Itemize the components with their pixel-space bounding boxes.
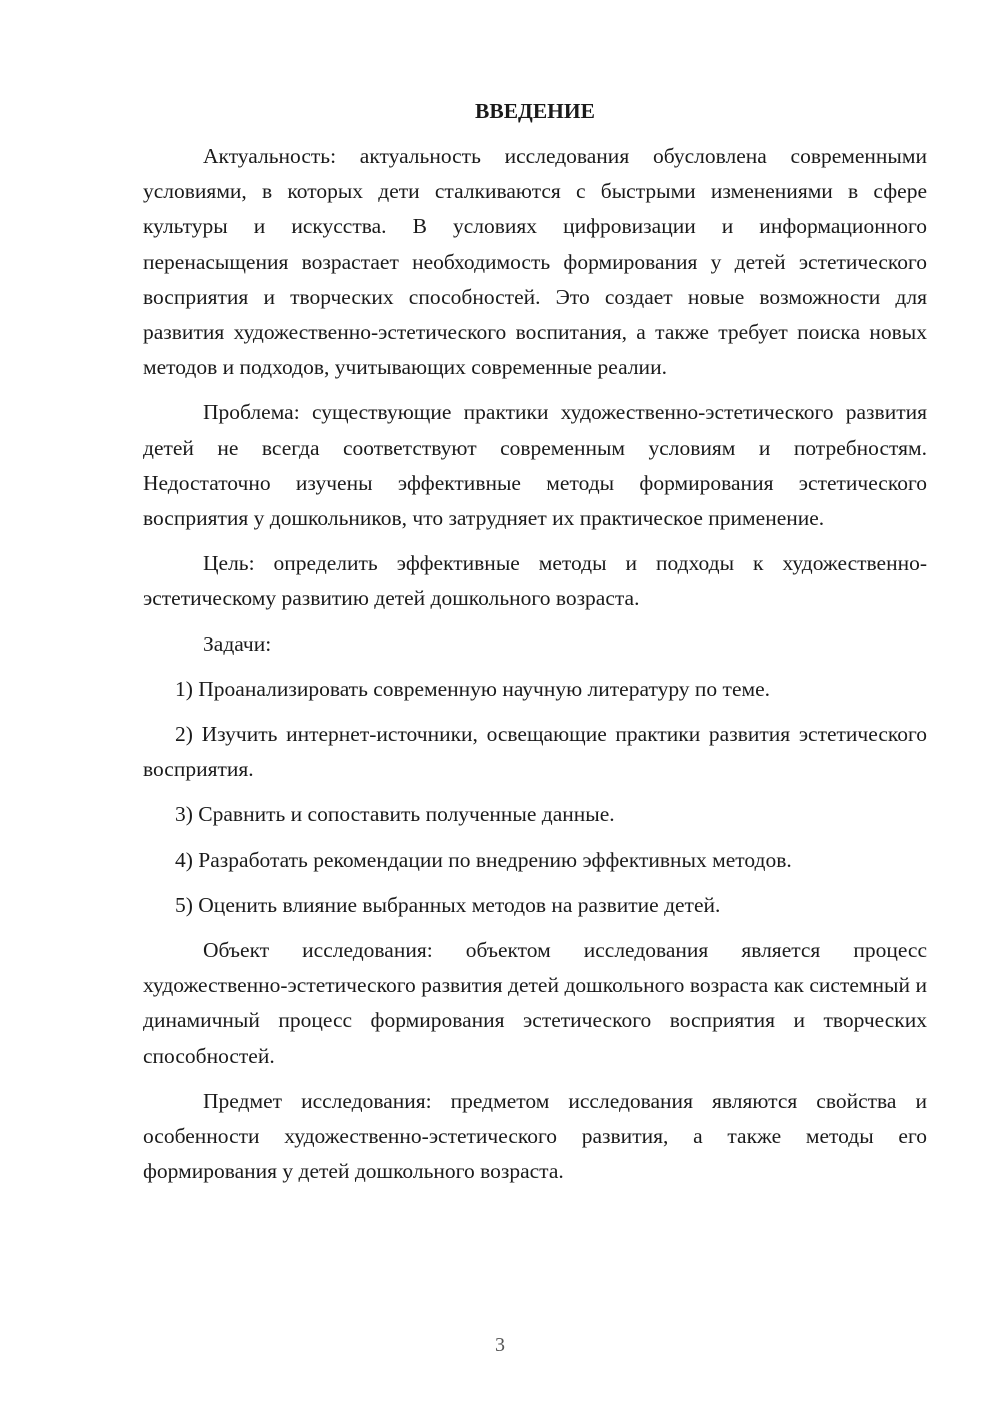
task-item-5: 5) Оценить влияние выбранных методов на развитие детей.: [175, 892, 721, 917]
page-number: 3: [495, 1334, 505, 1356]
paragraph-relevance: Актуальность: актуальность исследования обусловлена современными условиями, в которых дети сталкиваются с быстрыми изменениями в сфере культуры и искусства. В условиях цифровизации и информационного перенасыщения возрастает необходимость формирования у детей эстетического восприятия и творческих способностей. Это создает новые возможности для развития художественно-эстетического воспитания, а также требует поиска новых методов и подходов, учитывающих современные реалии.: [143, 144, 927, 380]
paragraph-goal: Цель: определить эффективные методы и подходы к художественно-эстетическому развитию детей дошкольного возраста.: [143, 551, 927, 611]
task-item-1: 1) Проанализировать современную научную литературу по теме.: [175, 676, 771, 701]
task-item-4: 4) Разработать рекомендации по внедрению эффективных методов.: [175, 847, 792, 872]
section-title: ВВЕДЕНИЕ: [475, 99, 595, 123]
paragraph-tasks-heading: Задачи:: [203, 631, 272, 656]
task-item-3: 3) Сравнить и сопоставить полученные данные.: [175, 802, 615, 827]
paragraph-subject: Предмет исследования: предметом исследования являются свойства и особенности художественно-эстетического развития, а также методы его формирования у детей дошкольного возраста.: [143, 1088, 927, 1184]
paragraph-problem: Проблема: существующие практики художественно-эстетического развития детей не всегда соответствуют современным условиям и потребностям. Недостаточно изучены эффективные методы формирования эстетического восприятия у дошкольников, что затрудняет их практическое применение.: [143, 400, 927, 531]
task-item-2: 2) Изучить интернет-источники, освещающие практики развития эстетического восприятия.: [143, 722, 927, 782]
paragraph-object: Объект исследования: объектом исследования является процесс художественно-эстетического развития детей дошкольного возраста как системный и динамичный процесс формирования эстетического восприятия и творческих способностей.: [143, 938, 927, 1068]
document-page: [143, 94, 927, 1199]
